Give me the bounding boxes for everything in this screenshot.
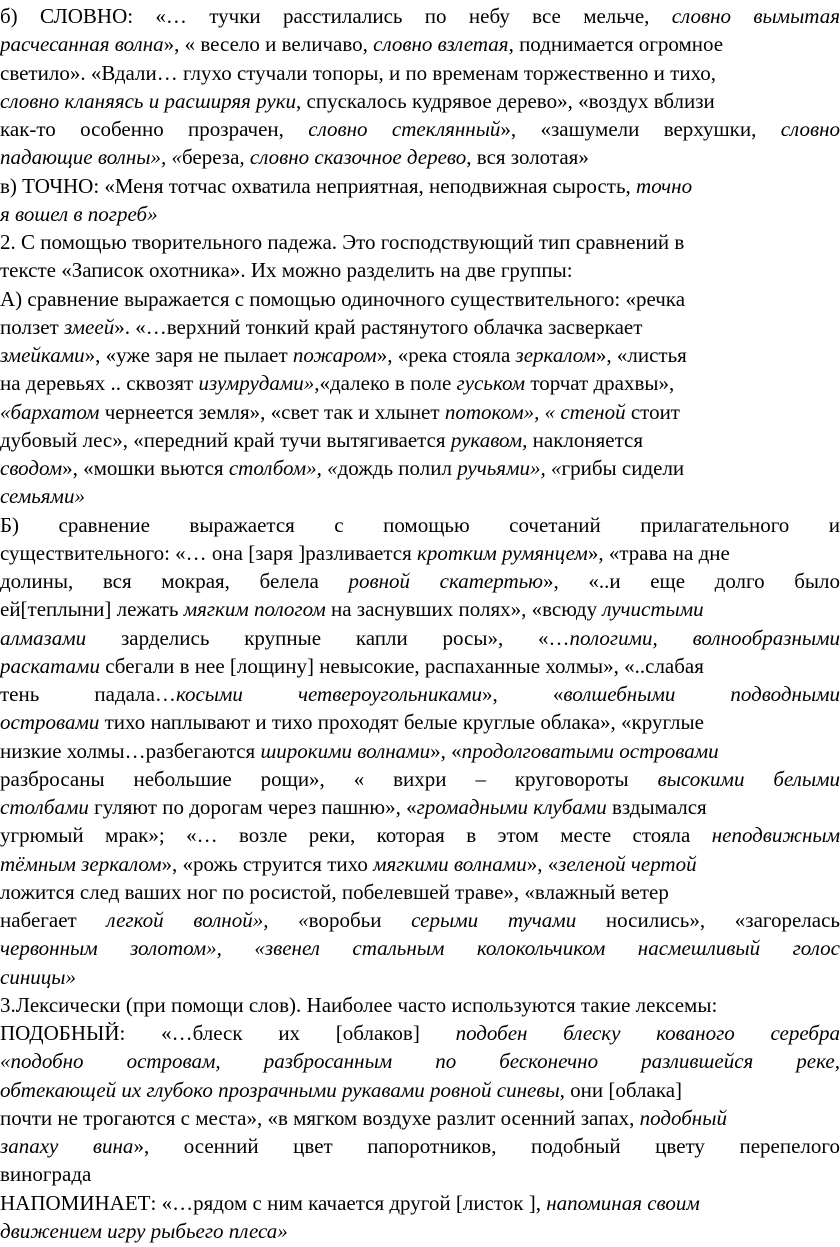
text-line xyxy=(0,1189,816,1219)
italic-quote-segment: серыми тучами xyxy=(411,908,577,932)
text-line xyxy=(0,1217,816,1247)
italic-quote-segment: легкой волной», « xyxy=(106,908,309,932)
text-line xyxy=(0,595,816,625)
italic-quote-segment: семьями» xyxy=(0,484,85,509)
text-segment: 3.Лексически (при помощи слов). Наиболее часто используются такие лексемы: xyxy=(0,992,718,1017)
italic-quote-segment: словно кланяясь и расширяя руки xyxy=(0,88,297,113)
italic-quote-segment: змейками xyxy=(0,343,85,367)
text-line xyxy=(0,680,840,710)
text-segment: в) ТОЧНО: «Меня тотчас охватила неприятная, неподвижная сырость, xyxy=(0,173,637,198)
text-segment: », « xyxy=(482,682,564,706)
text-segment: береза xyxy=(181,145,240,170)
text-segment: Б) сравнение выражается с помощью сочетаний прилагательного и xyxy=(0,512,840,537)
italic-quote-segment: словно взлетая xyxy=(373,32,509,57)
text-segment: », «листья xyxy=(595,343,687,367)
text-segment: «далеко в поле xyxy=(319,371,457,396)
italic-quote-segment: червонным золотом», «звенел стальным колокольчиком насмешливый голос xyxy=(0,936,840,961)
text-segment: наклоняется xyxy=(527,427,644,452)
italic-quote-segment: неподвижным xyxy=(711,823,840,848)
text-segment: вздымался xyxy=(606,795,707,819)
text-line xyxy=(0,454,816,484)
italic-quote-segment: раскатами xyxy=(0,653,100,678)
text-line xyxy=(0,793,816,823)
text-line xyxy=(0,708,816,738)
text-segment: дубовый лес», «передний край тучи вытягивается xyxy=(0,427,451,452)
text-segment: ей[теплыни] лежать xyxy=(0,597,184,622)
text-segment: воробьи xyxy=(308,908,412,932)
italic-quote-segment: лучистыми xyxy=(602,597,704,622)
text-line xyxy=(0,934,840,964)
italic-quote-segment: точно xyxy=(636,173,693,198)
italic-quote-segment: кротким румянцем xyxy=(417,540,588,565)
text-segment: ПОДОБНЫЙ: «…блеск их [облаков] xyxy=(0,1021,456,1045)
text-line xyxy=(0,285,816,315)
italic-quote-segment: словно xyxy=(780,117,840,141)
italic-quote-segment: алмазами xyxy=(0,625,87,650)
italic-quote-segment: изумрудами», xyxy=(198,371,320,396)
text-line xyxy=(0,172,816,202)
text-line xyxy=(0,539,816,569)
text-segment: почти не трогаются с места», «в мягком воздухе разлит осенний запах, xyxy=(0,1105,640,1130)
italic-quote-segment: сводом xyxy=(0,456,63,480)
italic-quote-segment: высокими белыми xyxy=(657,766,840,791)
text-segment: чернеется земля», «свет так и хлынет xyxy=(99,399,445,424)
italic-quote-segment: пологими, волнообразными xyxy=(569,625,840,650)
text-segment: тихо наплывают и тихо проходят белые круглые облака», «круглые xyxy=(99,710,704,735)
text-segment: », «зашумели верхушки, xyxy=(500,117,781,141)
text-segment: тень падала… xyxy=(0,682,176,706)
text-segment: б) СЛОВНО: «… тучки расстилались по небу все мельче, xyxy=(0,4,672,28)
italic-quote-segment: мягким пологом xyxy=(183,597,326,622)
text-segment: гуляют по дорогам через пашню», « xyxy=(88,795,417,819)
text-line xyxy=(0,1104,816,1134)
text-segment: угрюмый мрак»; «… возле реки, которая в этом месте стояла xyxy=(0,823,712,848)
italic-quote-segment: ручьями», « xyxy=(457,456,562,480)
italic-quote-segment: зеленой чертой xyxy=(558,851,697,876)
italic-quote-segment: волшебными подводными xyxy=(563,682,840,706)
text-segment: стоит xyxy=(625,399,680,424)
text-line xyxy=(0,256,816,286)
italic-quote-segment: столбом», « xyxy=(228,456,338,480)
italic-quote-segment: змеей xyxy=(63,314,115,339)
text-segment: сбегали в нее [лощину] невысокие, распаханные холмы», «..слабая xyxy=(99,653,704,678)
text-line xyxy=(0,30,816,60)
text-segment: как-то особенно прозрачен, xyxy=(0,117,309,141)
text-segment: », « xyxy=(430,738,462,763)
text-line xyxy=(0,59,816,89)
text-line xyxy=(0,821,840,851)
text-line xyxy=(0,906,840,936)
text-line xyxy=(0,313,816,343)
italic-quote-segment: ровной скатертью xyxy=(348,569,543,593)
italic-quote-segment: подобен блеску кованого серебра xyxy=(455,1021,840,1045)
text-line xyxy=(0,963,816,993)
text-line xyxy=(0,765,840,795)
italic-quote-segment: словно стеклянный xyxy=(308,117,501,141)
text-line xyxy=(0,1132,840,1162)
italic-quote-segment: мягкими волнами xyxy=(373,851,527,876)
text-line xyxy=(0,878,816,908)
italic-quote-segment: обтекающей их глубоко прозрачными рукавами ровной синевы, xyxy=(0,1077,565,1102)
text-segment: на деревьях .. сквозят xyxy=(0,371,199,396)
italic-quote-segment: зеркалом xyxy=(515,343,596,367)
italic-quote-segment: продолговатыми островами xyxy=(461,738,719,763)
text-segment: светило». «Вдали… глухо стучали топоры, и по временам торжественно и тихо, xyxy=(0,60,717,85)
text-segment: существительного: «… она [заря ]разливается xyxy=(0,540,418,565)
text-line xyxy=(0,652,816,682)
italic-quote-segment: косыми четвероугольниками xyxy=(175,682,483,706)
text-line xyxy=(0,850,816,880)
text-segment: низкие холмы…разбегаются xyxy=(0,738,261,763)
text-segment: », осенний цвет папоротников, подобный цвету перепелого xyxy=(133,1134,840,1158)
text-line xyxy=(0,341,816,371)
italic-quote-segment: громадными клубами xyxy=(416,795,607,819)
italic-quote-segment: гуськом xyxy=(456,371,526,396)
text-line xyxy=(0,1076,816,1106)
italic-quote-segment: запаху вина xyxy=(0,1134,134,1158)
text-segment: долины, вся мокрая, белела xyxy=(0,569,349,593)
text-segment: 2. С помощью творительного падежа. Это господствующий тип сравнений в xyxy=(0,230,685,254)
italic-quote-segment: синицы» xyxy=(0,964,76,989)
italic-quote-segment: расчесанная волна xyxy=(0,32,164,57)
text-line xyxy=(0,567,840,597)
text-segment: на заснувших полях», «всюду xyxy=(325,597,603,622)
text-segment: ложится след ваших ног по росистой, побелевшей траве», «влажный ветер xyxy=(0,879,669,904)
text-line xyxy=(0,991,816,1021)
text-segment: разбросаны небольшие рощи», « вихри – круговороты xyxy=(0,766,658,791)
text-line xyxy=(0,398,816,428)
italic-quote-segment: «бархатом xyxy=(0,399,100,424)
text-segment: ». «…верхний тонкий край растянутого облачка засверкает xyxy=(114,314,643,339)
text-segment: тексте «Записок охотника». Их можно разделить на две группы: xyxy=(0,258,573,283)
text-line xyxy=(0,143,816,173)
text-segment: носились», «загорелась xyxy=(576,908,840,932)
italic-quote-segment: падающие волны», « xyxy=(0,145,182,170)
text-segment: НАПОМИНАЕТ: «…рядом с ним качается другой [листок ], xyxy=(0,1190,547,1215)
text-segment: », «..и еще долго было xyxy=(543,569,840,593)
text-segment: зарделись крупные капли росы», «… xyxy=(86,625,570,650)
text-line xyxy=(0,228,816,258)
text-line xyxy=(0,2,840,32)
text-segment: грибы сидели xyxy=(561,456,685,480)
text-line xyxy=(0,1160,816,1190)
text-segment: торчат драхвы», xyxy=(525,371,675,396)
text-segment: А) сравнение выражается с помощью одиночного существительного: «речка xyxy=(0,286,686,311)
text-segment: », «уже заря не пылает xyxy=(84,343,293,367)
text-segment: », « xyxy=(526,851,559,876)
italic-quote-segment: я вошел в погреб» xyxy=(0,201,158,226)
text-segment: , поднимается огромное xyxy=(508,32,724,57)
italic-quote-segment: словно вымытая xyxy=(671,4,840,28)
italic-quote-segment: , словно сказочное дерево, xyxy=(239,145,472,170)
italic-quote-segment: тёмным зеркалом xyxy=(0,851,162,876)
text-segment: », « весело и величаво, xyxy=(163,32,374,57)
italic-quote-segment: движением игру рыбьего плеса» xyxy=(0,1218,288,1243)
text-line xyxy=(0,200,816,230)
text-line xyxy=(0,1019,840,1049)
text-line xyxy=(0,737,816,767)
text-segment: они [облака] xyxy=(564,1077,683,1102)
text-segment: », «трава на дне xyxy=(587,540,730,565)
italic-quote-segment: напоминая своим xyxy=(546,1190,700,1215)
italic-quote-segment: потоком», « стеной xyxy=(444,399,626,424)
text-segment: », «река стояла xyxy=(376,343,516,367)
text-line xyxy=(0,482,816,512)
text-line xyxy=(0,115,840,145)
text-line xyxy=(0,624,840,654)
text-line xyxy=(0,511,840,541)
text-line xyxy=(0,369,816,399)
text-line xyxy=(0,426,816,456)
text-segment: , спускалось кудрявое дерево», «воздух вблизи xyxy=(296,88,715,113)
italic-quote-segment: широкими волнами xyxy=(260,738,431,763)
italic-quote-segment: рукавом, xyxy=(450,427,528,452)
text-segment: », «мошки вьются xyxy=(62,456,229,480)
text-segment: винограда xyxy=(0,1162,92,1187)
italic-quote-segment: пожаром xyxy=(292,343,377,367)
text-segment: вся золотая» xyxy=(471,145,589,170)
text-line xyxy=(0,1047,840,1077)
italic-quote-segment: островами xyxy=(0,710,100,735)
italic-quote-segment: столбами xyxy=(0,795,89,819)
text-line xyxy=(0,87,816,117)
text-segment: », «рожь струится тихо xyxy=(161,851,374,876)
text-segment: дождь полил xyxy=(337,456,458,480)
text-segment: ползет xyxy=(0,314,64,339)
text-segment: набегает xyxy=(0,908,107,932)
italic-quote-segment: подобный xyxy=(639,1105,727,1130)
italic-quote-segment: «подобно островам, разбросанным по бесконечно разлившейся реке, xyxy=(0,1049,840,1074)
